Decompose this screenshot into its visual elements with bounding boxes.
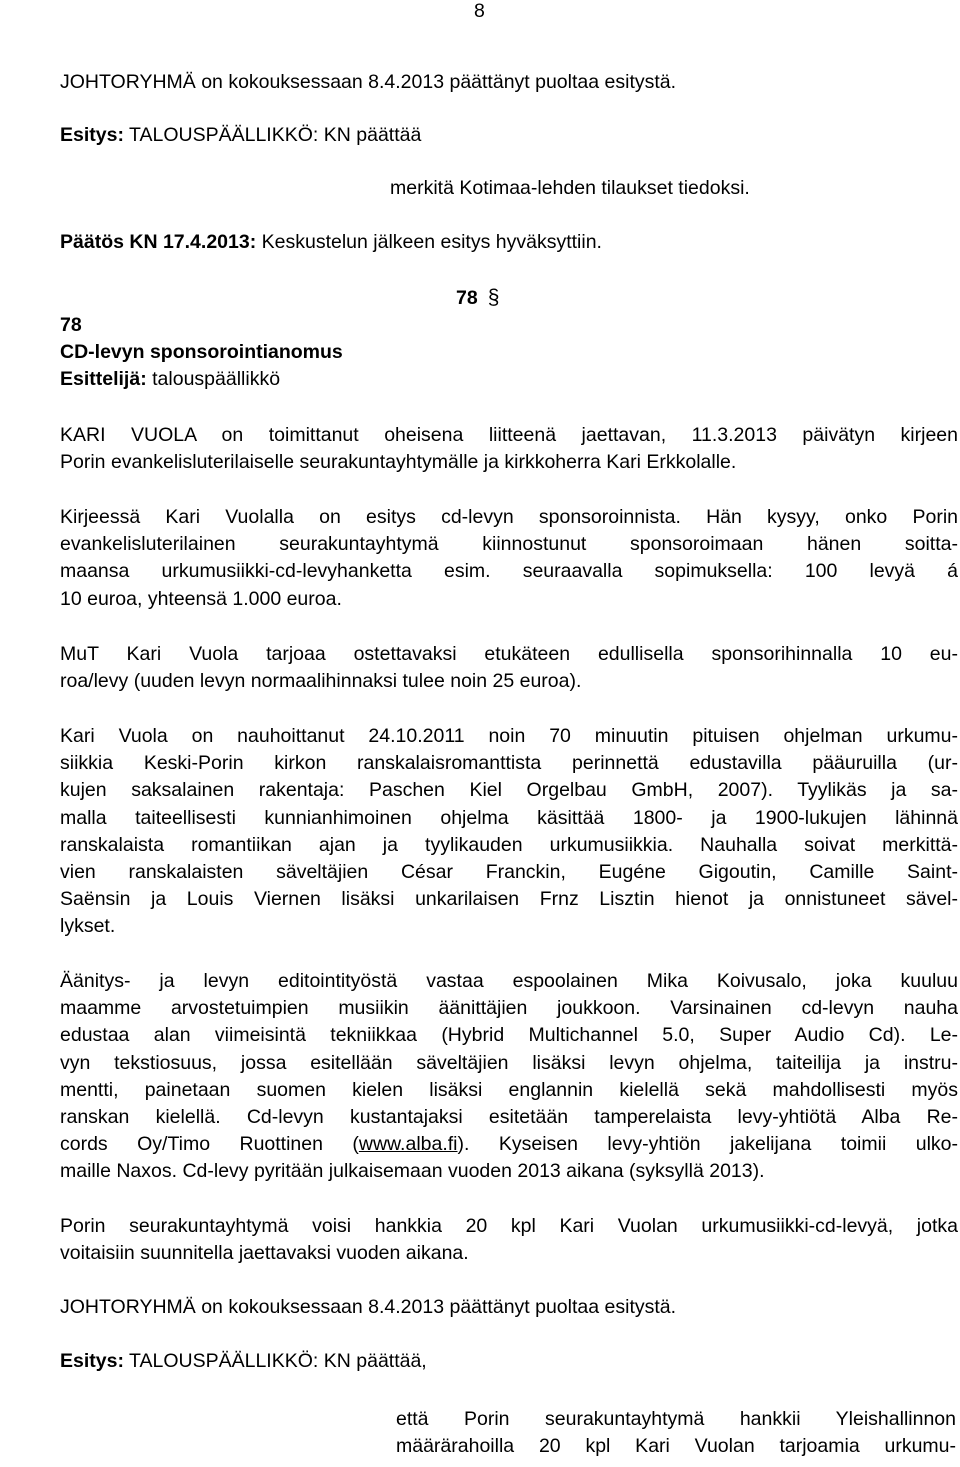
text-line: kujen saksalainen rakentaja: Paschen Kiel Orgelbau GmbH, 2007). Tyylikäs ja sa- <box>60 779 958 802</box>
presenter <box>60 368 280 391</box>
text-line: lykset. <box>60 915 116 938</box>
text-line: siikkia Keski-Porin kirkon ranskalaisromanttista perinnettä edustavilla pääuruilla (ur- <box>60 752 958 775</box>
text-line: evankelisluterilainen seurakuntayhtymä kiinnostunut sponsoroimaan hänen soitta- <box>60 533 958 556</box>
decision <box>60 231 602 254</box>
text-line: Saënsin ja Louis Viernen lisäksi unkarilaisen Frnz Lisztin hienot ja onnistuneet sävel- <box>60 888 958 911</box>
text-line: Kirjeessä Kari Vuolalla on esitys cd-levyn sponsoroinnista. Hän kysyy, onko Porin <box>60 506 958 528</box>
text-line: maansa urkumusiikki-cd-levyhanketta esim. seuraavalla sopimuksella: 100 levyä á <box>60 560 958 583</box>
text-fragment: ). Kyseisen levy-yhtiön jakelijana toimii ulko- <box>457 1133 958 1156</box>
paragraph-3 <box>60 641 958 695</box>
proposal-label: Esitys: <box>60 1350 124 1372</box>
proposal-body-top: merkitä Kotimaa-lehden tilaukset tiedoksi. <box>390 177 750 199</box>
text-line: että Porin seurakuntayhtymä hankkii Yleishallinnon <box>396 1408 956 1430</box>
section-sign: § <box>487 286 500 309</box>
text-line: määrärahoilla 20 kpl Kari Vuolan tarjoamia urkumu- <box>396 1435 956 1458</box>
paragraph-5 <box>60 968 958 1186</box>
text-line-with-link <box>60 1131 958 1158</box>
page-number: 8 <box>474 0 485 22</box>
section-title: CD-levyn sponsorointianomus <box>60 341 343 363</box>
section-number: 78 <box>60 314 82 336</box>
text-line: Äänitys- ja levyn editointityöstä vastaa espoolainen Mika Koivusalo, joka kuuluu <box>60 970 958 992</box>
proposal-label: Esitys: <box>60 124 124 146</box>
text-line: Porin seurakuntayhtymä voisi hankkia 20 kpl Kari Vuolan urkumusiikki-cd-levyä, jotka <box>60 1215 958 1237</box>
text-line: maamme arvostetuimpien musiikin äänittäjien joukkoon. Varsinainen cd-levyn nauha <box>60 997 958 1020</box>
text-line: Porin evankelisluterilaiselle seurakuntayhtymälle ja kirkkoherra Kari Erkkolalle. <box>60 451 737 474</box>
decision-text: Keskustelun jälkeen esitys hyväksyttiin. <box>261 231 602 253</box>
presenter-label: Esittelijä: <box>60 368 147 390</box>
text-line: 10 euroa, yhteensä 1.000 euroa. <box>60 587 342 610</box>
proposal-bottom <box>60 1350 427 1373</box>
paragraph-6 <box>60 1213 958 1267</box>
text-line: voitaisiin suunnitella jaettavaksi vuoden aikana. <box>60 1242 469 1265</box>
proposal-text: TALOUSPÄÄLLIKKÖ: KN päättää <box>129 124 422 146</box>
text-line: KARI VUOLA on toimittanut oheisena liitteenä jaettavan, 11.3.2013 päivätyn kirjeen <box>60 424 958 446</box>
text-line: mentti, painetaan suomen kielen lisäksi englannin kielellä sekä mahdollisesti myös <box>60 1078 958 1101</box>
approval-bottom: JOHTORYHMÄ on kokouksessaan 8.4.2013 päättänyt puoltaa esitystä. <box>60 1296 677 1318</box>
paragraph-2 <box>60 504 958 613</box>
section-number-heading: 78 <box>456 287 478 309</box>
paragraph-4 <box>60 723 958 941</box>
section-heading <box>456 286 499 310</box>
text-line: maille Naxos. Cd-levy pyritään julkaisemaan vuoden 2013 aikana (syksyllä 2013). <box>60 1160 765 1183</box>
alba-link[interactable]: www.alba.fi <box>358 1133 458 1156</box>
text-line: ranskan kielellä. Cd-levyn kustantajaksi esitetään tamperelaista levy-yhtiötä Alba Re- <box>60 1106 958 1129</box>
presenter-name: talouspäällikkö <box>152 368 281 390</box>
text-line: vien ranskalaisten säveltäjien César Franckin, Eugéne Gigoutin, Camille Saint- <box>60 861 958 884</box>
text-line: edustaa alan viimeisintä tekniikkaa (Hybrid Multichannel 5.0, Super Audio Cd). Le- <box>60 1024 958 1047</box>
decision-label: Päätös KN 17.4.2013: <box>60 231 257 253</box>
proposal-text: TALOUSPÄÄLLIKKÖ: KN päättää, <box>129 1350 427 1372</box>
text-line: malla taiteellisesti kunnianhimoinen ohjelma käsittää 1800- ja 1900-lukujen lähinnä <box>60 806 958 829</box>
text-line: MuT Kari Vuola tarjoaa ostettavaksi etukäteen edullisella sponsorihinnalla 10 eu- <box>60 643 958 665</box>
text-line: vyn tekstiosuus, jossa esitellään säveltäjien lisäksi levyn ohjelma, taiteilija ja instru- <box>60 1051 958 1074</box>
proposal-body-bottom <box>396 1406 956 1460</box>
paragraph-1 <box>60 422 958 476</box>
text-line: ranskalaista romantiikan ajan ja tyylikauden urkumusiikkia. Nauhalla soivat merkittä- <box>60 833 958 856</box>
approval-top: JOHTORYHMÄ on kokouksessaan 8.4.2013 päättänyt puoltaa esitystä. <box>60 71 677 93</box>
text-fragment: cords Oy/Timo Ruottinen ( <box>60 1133 359 1156</box>
text-line: Kari Vuola on nauhoittanut 24.10.2011 noin 70 minuutin pituisen ohjelman urkumu- <box>60 725 958 747</box>
text-line: roa/levy (uuden levyn normaalihinnaksi tulee noin 25 euroa). <box>60 670 582 693</box>
proposal-top <box>60 124 421 147</box>
